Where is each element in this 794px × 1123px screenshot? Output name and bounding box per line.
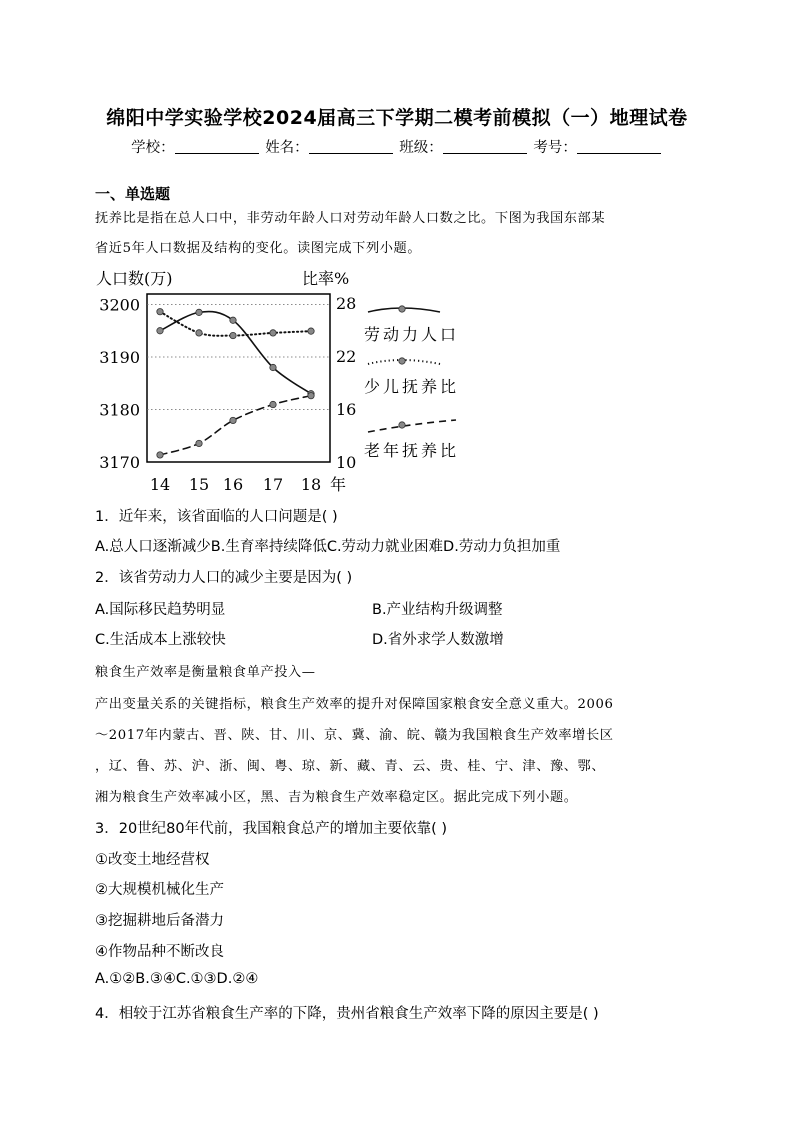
x-tick-label: 17 [262, 475, 284, 494]
school-label: 学校： [131, 140, 175, 156]
exam-number-label: 考号： [533, 140, 577, 156]
series-line [160, 312, 311, 394]
x-tick-label: 18 [300, 475, 322, 494]
y-left-tick-label: 3170 [99, 453, 140, 472]
data-point [230, 332, 236, 338]
exam-number-blank [577, 139, 661, 154]
y-left-tick-label: 3180 [99, 400, 140, 420]
legend-marker [399, 306, 405, 312]
data-point [157, 328, 163, 334]
q3-item-1: ①改变土地经营权 [95, 852, 210, 868]
q2-stem: 2．该省劳动力人口的减少主要是因为( ) [95, 570, 353, 586]
q3-options: A.①②B.③④C.①③D.②④ [95, 971, 259, 987]
legend-label: 劳动力人口 [364, 325, 460, 344]
class-label: 班级： [399, 140, 443, 156]
q3-item-3: ③挖掘耕地后备潜力 [95, 913, 224, 929]
q3-item-4: ④作物品种不断改良 [95, 944, 224, 960]
q3-stem: 3．20世纪80年代前，我国粮食总产的增加主要依靠( ) [95, 821, 448, 837]
passage2-line5: 湘为粮食生产效率减小区，黑、吉为粮食生产效率稳定区。据此完成下列小题。 [95, 790, 578, 805]
legend-sample-line [368, 420, 456, 432]
legend-marker [399, 358, 405, 364]
data-point [157, 452, 163, 458]
data-point [230, 317, 236, 323]
q2-option-a: A.国际移民趋势明显 [95, 602, 226, 618]
school-blank [175, 139, 259, 154]
q1-options: A.总人口逐渐减少B.生育率持续降低C.劳动力就业困难D.劳动力负担加重 [95, 539, 561, 555]
y-left-tick-label: 3200 [99, 295, 140, 315]
data-point [308, 328, 314, 334]
data-point [270, 330, 276, 336]
y-left-tick-label: 3190 [99, 348, 140, 367]
passage2-line2: 产出变量关系的关键指标，粮食生产效率的提升对保障国家粮食安全意义重大。2006 [95, 697, 614, 712]
y-right-tick-label: 16 [336, 399, 357, 419]
q3-item-2: ②大规模机械化生产 [95, 882, 224, 898]
passage2-line4: ，辽、鲁、苏、沪、浙、闽、粤、琼、新、藏、青、云、贵、桂、宁、津、豫、鄂、 [95, 759, 606, 774]
class-blank [443, 139, 527, 154]
passage2-line3: ～2017年内蒙古、晋、陕、甘、川、京、冀、渝、皖、赣为我国粮食生产效率增长区 [95, 728, 614, 743]
x-tick-label: 16 [222, 475, 244, 494]
passage2-line1: 粮食生产效率是衡量粮食单产投入— [95, 665, 316, 680]
x-tick-label: 15 [188, 475, 210, 494]
student-info-line [0, 136, 794, 157]
q2-option-d: D.省外求学人数激增 [372, 632, 504, 648]
population-chart [90, 262, 490, 498]
passage1-line1: 抚养比是指在总人口中，非劳动年龄人口对劳动年龄人口数之比。下图为我国东部某 [95, 211, 606, 226]
passage1-line2: 省近5年人口数据及结构的变化。读图完成下列小题。 [95, 241, 422, 256]
data-point [270, 401, 276, 407]
legend-label: 老年抚养比 [364, 441, 460, 460]
exam-title: 绵阳中学实验学校2024届高三下学期二模考前模拟（一）地理试卷 [106, 107, 688, 129]
x-tick-label: 14 [149, 475, 171, 494]
legend-marker [399, 422, 405, 428]
x-axis-unit-label: 年 [330, 475, 347, 494]
q2-option-b: B.产业结构升级调整 [372, 602, 503, 618]
section-title-single-choice: 一、单选题 [95, 185, 171, 203]
q4-stem: 4．相较于江苏省粮食生产率的下降，贵州省粮食生产效率下降的原因主要是( ) [95, 1006, 599, 1022]
name-blank [309, 139, 393, 154]
data-point [270, 364, 276, 370]
plot-frame [147, 294, 330, 462]
name-label: 姓名： [265, 140, 309, 156]
data-point [196, 440, 202, 446]
data-point [308, 392, 314, 398]
y-right-tick-label: 10 [336, 453, 357, 472]
q1-stem: 1．近年来，该省面临的人口问题是( ) [95, 509, 338, 525]
data-point [196, 309, 202, 315]
data-point [230, 417, 236, 423]
y-left-axis-label: 人口数(万) [96, 269, 173, 288]
series-line [160, 312, 311, 336]
legend-label: 少儿抚养比 [364, 377, 460, 396]
data-point [157, 308, 163, 314]
data-point [196, 330, 202, 336]
q2-option-c: C.生活成本上涨较快 [95, 632, 226, 648]
series-line [160, 396, 311, 455]
y-right-tick-label: 22 [336, 346, 357, 366]
y-right-axis-label: 比率% [302, 269, 350, 288]
y-right-tick-label: 28 [336, 293, 357, 313]
